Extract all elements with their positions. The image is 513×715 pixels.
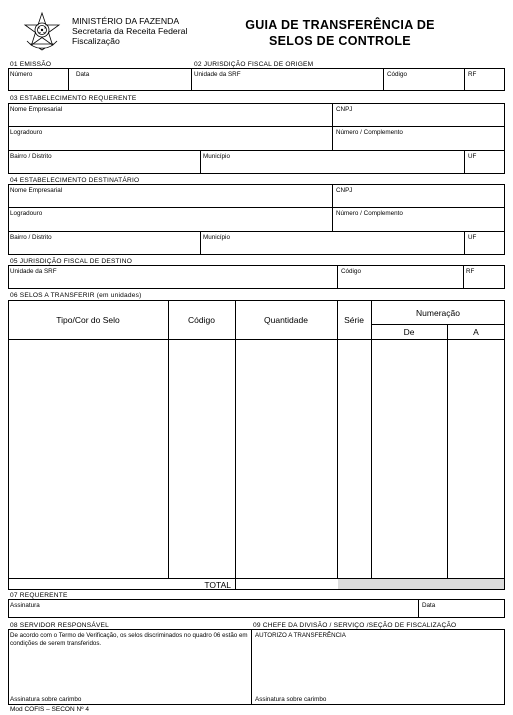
autorizo-text: AUTORIZO A TRANSFERÊNCIA xyxy=(255,632,346,639)
total-label: TOTAL xyxy=(204,580,231,590)
field-unidade-origem[interactable]: Unidade da SRF xyxy=(194,71,241,78)
total-shaded-cell xyxy=(338,579,504,589)
section-06-title: 06 SELOS A TRANSFERIR (em unidades) xyxy=(10,292,142,299)
secretariat-name: Secretaria da Receita Federal xyxy=(72,26,188,36)
section-02-title: 02 JURISDIÇÃO FISCAL DE ORIGEM xyxy=(194,61,314,68)
section-04-box xyxy=(8,184,505,255)
field-logradouro-destinatario[interactable]: Logradouro xyxy=(10,210,43,217)
field-uf-destinatario[interactable]: UF xyxy=(468,234,477,241)
form-title-line2: SELOS DE CONTROLE xyxy=(269,34,411,48)
servidor-declaration-text: De acordo com o Termo de Verificação, os selos discriminados no quadro 06 estão em condições de serem transferidos. xyxy=(10,632,248,647)
col-header-serie: Série xyxy=(344,315,364,325)
department-name: Fiscalização xyxy=(72,36,120,46)
servidor-signature-field[interactable]: Assinatura sobre carimbo xyxy=(10,696,82,703)
field-codigo-destino[interactable]: Código xyxy=(341,268,361,275)
section-05-title: 05 JURISDIÇÃO FISCAL DE DESTINO xyxy=(10,258,133,265)
field-logradouro-requerente[interactable]: Logradouro xyxy=(10,129,43,136)
field-nome-requerente[interactable]: Nome Empresarial xyxy=(10,106,63,113)
field-assinatura-requerente[interactable]: Assinatura xyxy=(10,602,40,609)
field-codigo-origem[interactable]: Código xyxy=(387,71,407,78)
form-title-line1: GUIA DE TRANSFERÊNCIA DE xyxy=(245,18,435,32)
field-uf-requerente[interactable]: UF xyxy=(468,153,477,160)
field-numero-compl-destinatario[interactable]: Número / Complemento xyxy=(336,210,403,217)
field-rf-origem[interactable]: RF xyxy=(468,71,477,78)
field-nome-destinatario[interactable]: Nome Empresarial xyxy=(10,187,63,194)
field-municipio-destinatario[interactable]: Município xyxy=(203,234,230,241)
section-07-title: 07 REQUERENTE xyxy=(10,592,68,599)
section-03-title: 03 ESTABELECIMENTO REQUERENTE xyxy=(10,95,137,102)
field-unidade-destino[interactable]: Unidade da SRF xyxy=(10,268,57,275)
field-rf-destino[interactable]: RF xyxy=(466,268,475,275)
field-cnpj-destinatario[interactable]: CNPJ xyxy=(336,187,353,194)
section-05-box xyxy=(8,265,505,289)
col-header-codigo: Código xyxy=(188,315,215,325)
field-bairro-destinatario[interactable]: Bairro / Distrito xyxy=(10,234,52,241)
section-08-title: 08 SERVIDOR RESPONSÁVEL xyxy=(10,622,110,629)
section-01-title: 01 EMISSÃO xyxy=(10,61,52,68)
chefe-signature-field[interactable]: Assinatura sobre carimbo xyxy=(255,696,327,703)
field-data-requerente[interactable]: Data xyxy=(422,602,436,609)
col-header-quantidade: Quantidade xyxy=(264,315,308,325)
section-04-title: 04 ESTABELECIMENTO DESTINATÁRIO xyxy=(10,177,140,184)
section-03-box xyxy=(8,103,505,174)
ministry-name: MINISTÉRIO DA FAZENDA xyxy=(72,16,180,26)
field-municipio-requerente[interactable]: Município xyxy=(203,153,230,160)
field-data[interactable]: Data xyxy=(76,71,90,78)
col-header-numeracao: Numeração xyxy=(416,308,460,318)
selos-table xyxy=(8,300,505,590)
field-cnpj-requerente[interactable]: CNPJ xyxy=(336,106,353,113)
coat-of-arms-emblem xyxy=(22,11,62,51)
field-numero-compl-requerente[interactable]: Número / Complemento xyxy=(336,129,403,136)
col-header-tipo: Tipo/Cor do Selo xyxy=(56,315,120,325)
col-header-a: A xyxy=(473,327,479,337)
field-bairro-requerente[interactable]: Bairro / Distrito xyxy=(10,153,52,160)
field-numero[interactable]: Número xyxy=(10,71,33,78)
section-09-title: 09 CHEFE DA DIVISÃO / SERVIÇO /SEÇÃO DE FISCALIZAÇÃO xyxy=(253,622,457,629)
form-model-code: Mod COFIS – SECON Nº 4 xyxy=(10,706,89,713)
col-header-de: De xyxy=(403,327,415,337)
